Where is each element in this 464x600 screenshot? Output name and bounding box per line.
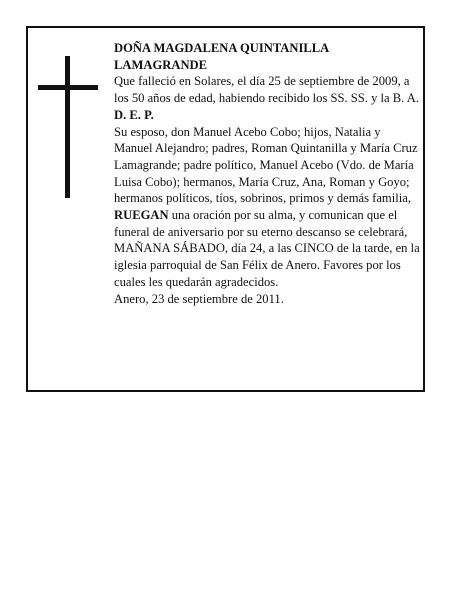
obituary-notice [26,26,425,392]
cross-horizontal-bar [38,85,98,90]
ruegan-label: RUEGAN [114,208,169,223]
rip-line: D. E. P. [114,107,154,122]
family-list: Su esposo, don Manuel Acebo Cobo; hijos, Natalia y Manuel Alejandro; padres, Roman Quintanilla y María Cruz Lamagrande; padre político, Manuel Acebo (Vdo. de María Luisa Cobo); hermanos, María Cruz, Ana, Roman y Goyo; hermanos políticos, tíos, sobrinos, primos y demás familia, [114,124,418,206]
cross-icon [38,56,98,198]
place-date: Anero, 23 de septiembre de 2011. [114,291,284,306]
ruegan-paragraph [114,207,422,291]
ruegan-text: una oración por su alma, y comunican que el funeral de aniversario por su eterno descanso se celebrará, MAÑANA SÁBADO, día 24, a las CINCO de la tarde, en la iglesia parroquial de San Félix de Anero. Favores por los cuales les quedarán agradecidos. [114,208,420,289]
notice-text [114,40,422,307]
death-statement: Que falleció en Solares, el día 25 de septiembre de 2009, a los 50 años de edad, habiendo recibido los SS. SS. y la B. A. [114,74,420,106]
deceased-name: DOÑA MAGDALENA QUINTANILLA LAMAGRANDE [114,41,329,72]
cross-vertical-bar [65,56,70,198]
